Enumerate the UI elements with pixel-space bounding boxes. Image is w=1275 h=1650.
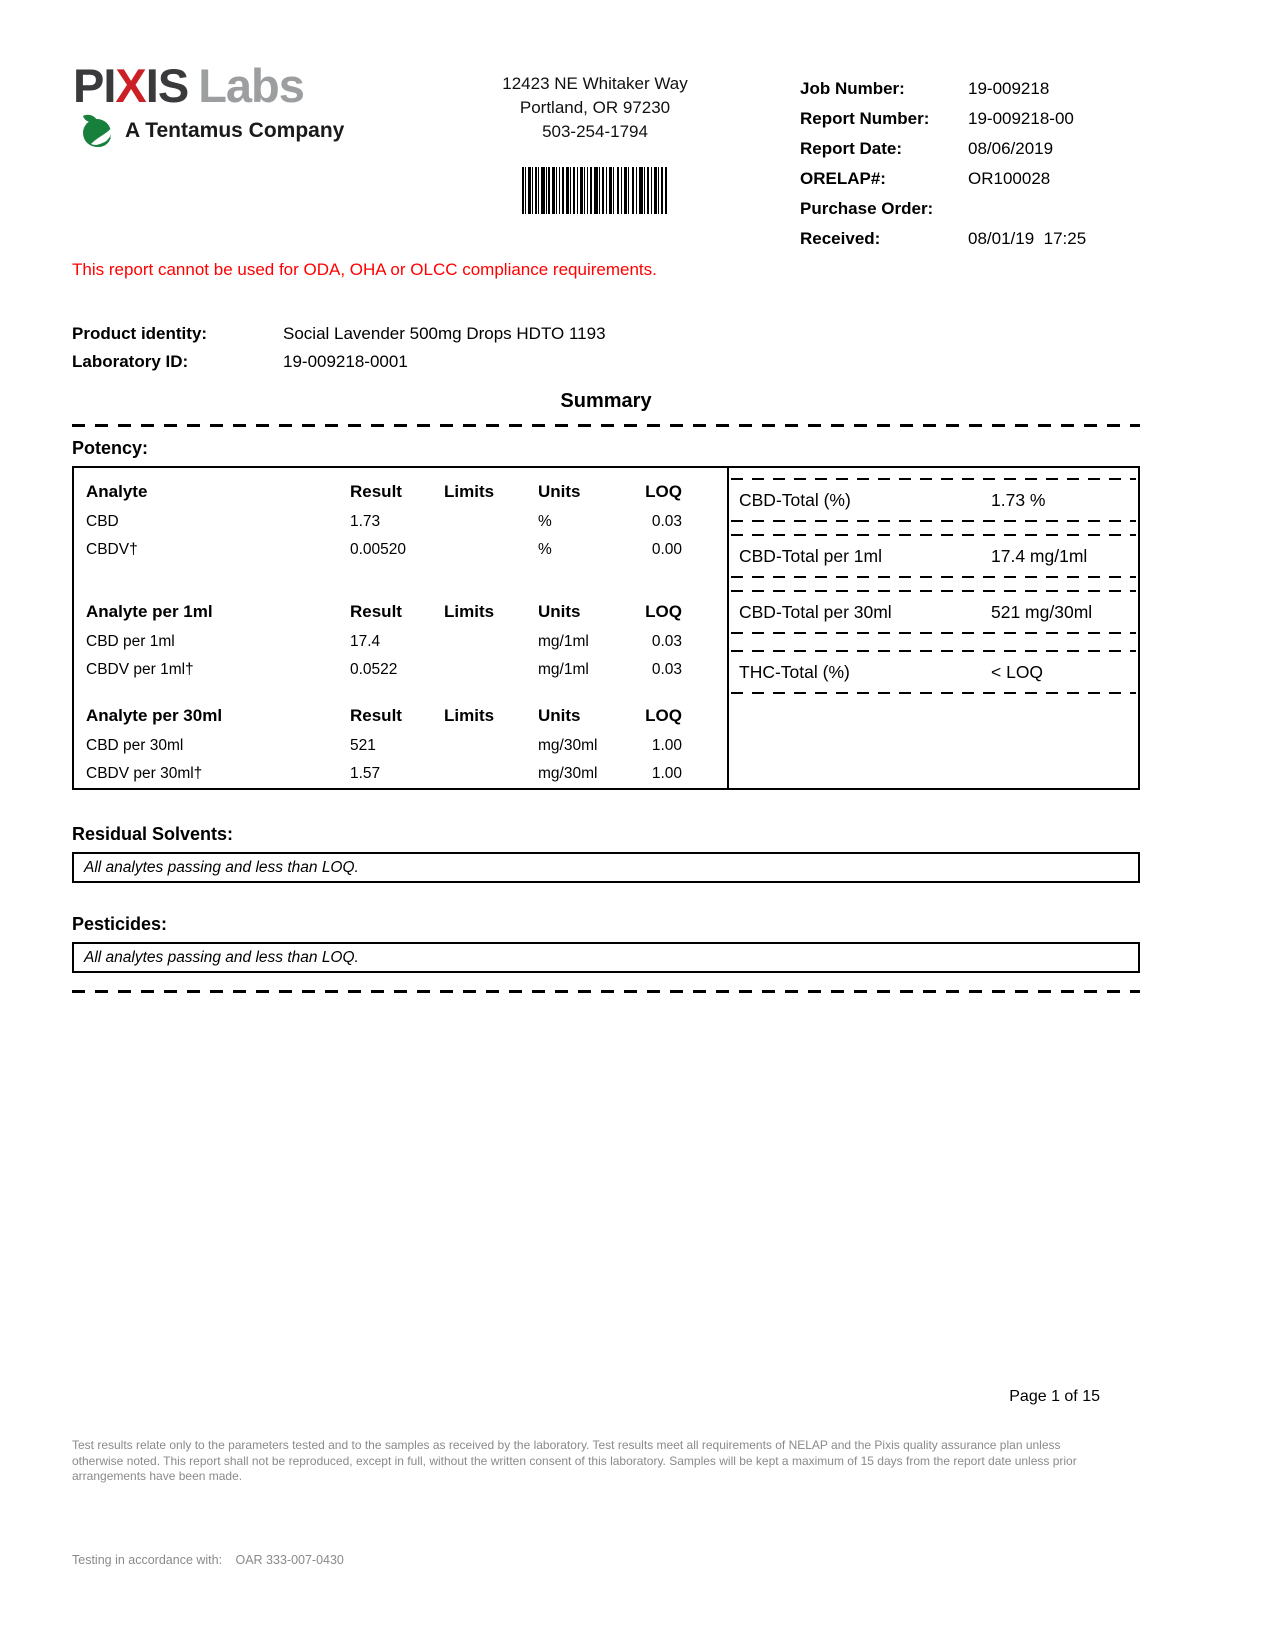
col-header-result: Result: [350, 706, 402, 725]
limits-cell: [444, 536, 538, 564]
units-cell: mg/30ml: [538, 737, 598, 754]
lab-address: [450, 72, 740, 144]
potency-heading: Potency:: [72, 438, 149, 458]
purchase-order-label: Purchase Order:: [800, 199, 934, 218]
limits-cell: [444, 732, 538, 760]
residual-solvents-heading: Residual Solvents:: [72, 824, 234, 844]
col-header-analyte: Analyte per 30ml: [86, 706, 223, 725]
total-value: 521 mg/30ml: [991, 602, 1093, 622]
total-row-thc-total-percent: [731, 650, 1136, 694]
total-label: CBD-Total per 1ml: [739, 546, 882, 566]
report-number-value: 19-009218-00: [968, 109, 1074, 128]
result-cell: 0.0522: [350, 661, 398, 678]
job-info-row: [800, 194, 1170, 224]
logo-part-labs: Labs: [198, 59, 304, 112]
product-identity-value: Social Lavender 500mg Drops HDTO 1193: [283, 324, 606, 343]
orelap-label: ORELAP#:: [800, 169, 886, 188]
potency-table-per-30ml: [86, 700, 682, 788]
units-cell: %: [538, 513, 552, 530]
result-cell: 1.57: [350, 765, 381, 782]
pesticides-note-box: [72, 942, 1140, 973]
laboratory-id-label: Laboratory ID:: [72, 352, 189, 371]
job-info-block: [800, 74, 1170, 254]
total-label: THC-Total (%): [739, 662, 850, 682]
limits-cell: [444, 656, 538, 684]
testing-accordance-row: [72, 1553, 344, 1567]
loq-cell: 1.00: [651, 737, 682, 754]
limits-cell: [444, 628, 538, 656]
col-header-limits: Limits: [444, 482, 495, 501]
report-date-label: Report Date:: [800, 139, 903, 158]
tentamus-leaf-icon: [81, 113, 117, 149]
job-info-row: [800, 74, 1170, 104]
potency-table-per-1ml: [86, 596, 682, 684]
product-identity-row: [72, 320, 606, 348]
col-header-limits: Limits: [444, 602, 495, 621]
dashed-separator-bottom: [72, 990, 1140, 993]
address-line-3: 503-254-1794: [542, 122, 648, 141]
col-header-analyte: Analyte per 1ml: [86, 602, 213, 621]
total-label: CBD-Total per 30ml: [739, 602, 892, 622]
col-header-loq: LOQ: [645, 706, 682, 725]
col-header-loq: LOQ: [645, 482, 682, 501]
loq-cell: 0.00: [651, 541, 682, 558]
loq-cell: 0.03: [651, 633, 682, 650]
total-row-cbd-total-per-30ml: [731, 590, 1136, 634]
limits-cell: [444, 508, 538, 536]
analyte-cell: CBDV per 30ml†: [86, 765, 203, 782]
job-number-value: 19-009218: [968, 79, 1050, 98]
footer-disclaimer: Test results relate only to the parameters tested and to the samples as received by the laboratory. Test results meet all requirements of NELAP and the Pixis quality assurance plan unless otherwise noted. This report shall not be reproduced, except in full, without the written consent of this laboratory. Samples will be kept a maximum of 15 days from the report date unless prior arrangements have been made.: [72, 1438, 1077, 1483]
total-value: 1.73 %: [991, 490, 1046, 510]
result-cell: 1.73: [350, 513, 381, 530]
total-row-cbd-total-per-1ml: [731, 534, 1136, 578]
job-info-row: [800, 134, 1170, 164]
dashed-separator-top: [72, 424, 1140, 427]
laboratory-id-row: [72, 348, 606, 376]
tagline-text: A Tentamus Company: [125, 119, 345, 142]
analyte-cell: CBDV†: [86, 541, 138, 558]
logo-part-x: X: [115, 59, 146, 112]
col-header-units: Units: [538, 482, 581, 501]
units-cell: %: [538, 541, 552, 558]
total-row-cbd-total-percent: [731, 478, 1136, 522]
units-cell: mg/1ml: [538, 661, 589, 678]
analyte-cell: CBD per 30ml: [86, 737, 184, 754]
barcode: [522, 167, 668, 214]
report-date-value: 08/06/2019: [968, 139, 1054, 158]
job-info-row: [800, 104, 1170, 134]
logo-tagline: [81, 113, 344, 149]
summary-title: Summary: [560, 390, 652, 412]
page-number: Page 1 of 15: [1009, 1388, 1100, 1405]
col-header-analyte: Analyte: [86, 482, 148, 501]
col-header-units: Units: [538, 706, 581, 725]
total-label: CBD-Total (%): [739, 490, 851, 510]
units-cell: mg/1ml: [538, 633, 589, 650]
col-header-limits: Limits: [444, 706, 495, 725]
potency-divider: [727, 468, 729, 788]
analyte-cell: CBDV per 1ml†: [86, 661, 194, 678]
total-value: 17.4 mg/1ml: [991, 546, 1088, 566]
residual-solvents-note: All analytes passing and less than LOQ.: [84, 859, 359, 876]
product-identity-label: Product identity:: [72, 324, 208, 343]
result-cell: 17.4: [350, 633, 381, 650]
orelap-value: OR100028: [968, 169, 1051, 188]
residual-solvents-note-box: [72, 852, 1140, 883]
logo-wordmark: [73, 59, 344, 112]
logo-part-pi: PI: [73, 59, 116, 112]
logo-part-is: IS: [145, 59, 189, 112]
address-line-2: Portland, OR 97230: [519, 98, 671, 117]
loq-cell: 0.03: [651, 513, 682, 530]
pesticides-heading: Pesticides:: [72, 914, 168, 934]
job-number-label: Job Number:: [800, 79, 905, 98]
job-info-row: [800, 164, 1170, 194]
job-info-row: [800, 224, 1170, 254]
loq-cell: 1.00: [651, 765, 682, 782]
col-header-loq: LOQ: [645, 602, 682, 621]
address-line-1: 12423 NE Whitaker Way: [502, 74, 688, 93]
analyte-cell: CBD per 1ml: [86, 633, 175, 650]
potency-results-box: [72, 466, 1140, 790]
pesticides-note: All analytes passing and less than LOQ.: [84, 949, 359, 966]
analyte-cell: CBD: [86, 513, 119, 530]
result-cell: 521: [350, 737, 376, 754]
sample-identity-block: [72, 320, 606, 376]
units-cell: mg/30ml: [538, 765, 598, 782]
result-cell: 0.00520: [350, 541, 407, 558]
limits-cell: [444, 760, 538, 788]
report-number-label: Report Number:: [800, 109, 930, 128]
col-header-result: Result: [350, 602, 402, 621]
col-header-units: Units: [538, 602, 581, 621]
potency-table-percent: [86, 476, 682, 564]
total-value: < LOQ: [991, 662, 1044, 682]
testing-accordance-label: Testing in accordance with:: [72, 1553, 223, 1567]
received-value: 08/01/19 17:25: [968, 229, 1087, 248]
loq-cell: 0.03: [651, 661, 682, 678]
col-header-result: Result: [350, 482, 402, 501]
pixis-labs-logo: [73, 59, 345, 149]
laboratory-id-value: 19-009218-0001: [283, 352, 408, 371]
received-label: Received:: [800, 229, 881, 248]
compliance-notice: This report cannot be used for ODA, OHA or OLCC compliance requirements.: [72, 260, 657, 279]
testing-accordance-value: OAR 333-007-0430: [235, 1553, 344, 1567]
